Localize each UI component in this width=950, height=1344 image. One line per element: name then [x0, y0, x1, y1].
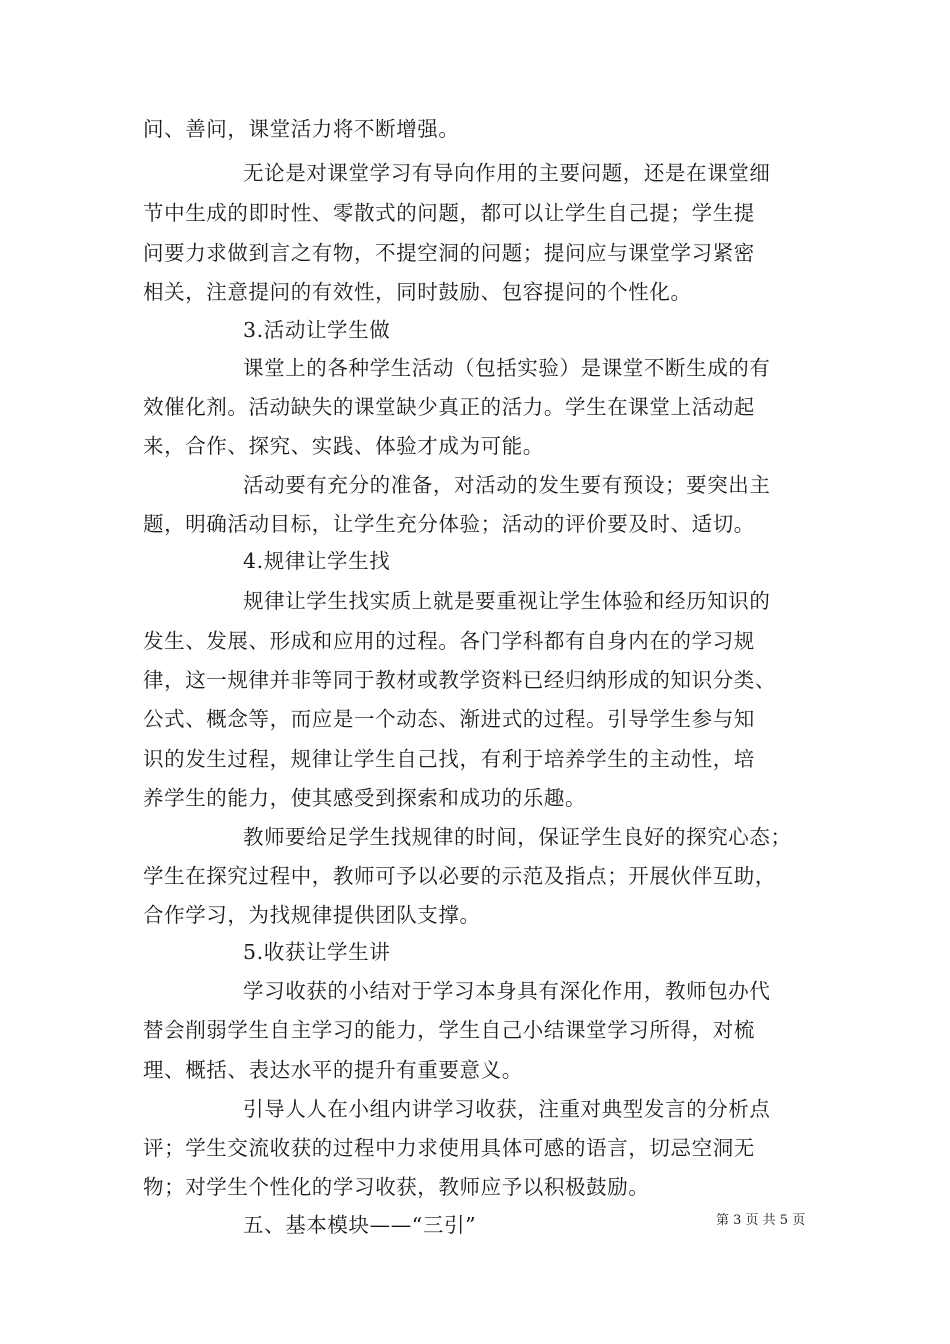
section-heading: 4.规律让学生找	[243, 549, 391, 573]
section-heading: 五、基本模块——“三引”	[243, 1213, 477, 1237]
paragraph-first-line: 课堂上的各种学生活动（包括实验）是课堂不断生成的有	[243, 356, 771, 380]
page-number: 第 3 页 共 5 页	[716, 1213, 806, 1228]
paragraph-first-line: 活动要有充分的准备，对活动的发生要有预设；要突出主	[243, 473, 771, 497]
text-line: 学生在探究过程中，教师可予以必要的示范及指点；开展伙伴互助，	[143, 864, 776, 888]
text-line: 养学生的能力，使其感受到探索和成功的乐趣。	[143, 786, 587, 810]
text-line: 来，合作、探究、实践、体验才成为可能。	[143, 434, 544, 458]
section-heading: 5.收获让学生讲	[243, 940, 391, 964]
text-line: 律，这一规律并非等同于教材或教学资料已经归纳形成的知识分类、	[143, 668, 776, 692]
text-line: 理、概括、表达水平的提升有重要意义。	[143, 1058, 523, 1082]
paragraph-first-line: 引导人人在小组内讲学习收获，注重对典型发言的分析点	[243, 1097, 771, 1121]
text-line: 发生、发展、形成和应用的过程。各门学科都有自身内在的学习规	[143, 629, 755, 653]
paragraph-first-line: 教师要给足学生找规律的时间，保证学生良好的探究心态；	[243, 825, 792, 849]
text-line: 问要力求做到言之有物，不提空洞的问题；提问应与课堂学习紧密	[143, 241, 755, 265]
section-heading: 3.活动让学生做	[243, 318, 391, 342]
paragraph-first-line: 学习收获的小结对于学习本身具有深化作用，教师包办代	[243, 979, 771, 1003]
text-line: 问、善问，课堂活力将不断增强。	[143, 117, 460, 141]
text-line: 题，明确活动目标，让学生充分体验；活动的评价要及时、适切。	[143, 512, 755, 536]
paragraph-first-line: 无论是对课堂学习有导向作用的主要问题，还是在课堂细	[243, 161, 771, 185]
text-line: 识的发生过程，规律让学生自己找，有利于培养学生的主动性，培	[143, 747, 755, 771]
text-line: 评；学生交流收获的过程中力求使用具体可感的语言，切忌空洞无	[143, 1136, 755, 1160]
text-line: 效催化剂。活动缺失的课堂缺少真正的活力。学生在课堂上活动起	[143, 395, 755, 419]
text-line: 节中生成的即时性、零散式的问题，都可以让学生自己提；学生提	[143, 201, 755, 225]
text-line: 相关，注意提问的有效性，同时鼓励、包容提问的个性化。	[143, 280, 692, 304]
text-line: 公式、概念等，而应是一个动态、渐进式的过程。引导学生参与知	[143, 707, 755, 731]
text-line: 物；对学生个性化的学习收获，教师应予以积极鼓励。	[143, 1175, 650, 1199]
paragraph-first-line: 规律让学生找实质上就是要重视让学生体验和经历知识的	[243, 589, 771, 613]
text-line: 替会削弱学生自主学习的能力，学生自己小结课堂学习所得，对梳	[143, 1018, 755, 1042]
text-line: 合作学习，为找规律提供团队支撑。	[143, 903, 481, 927]
